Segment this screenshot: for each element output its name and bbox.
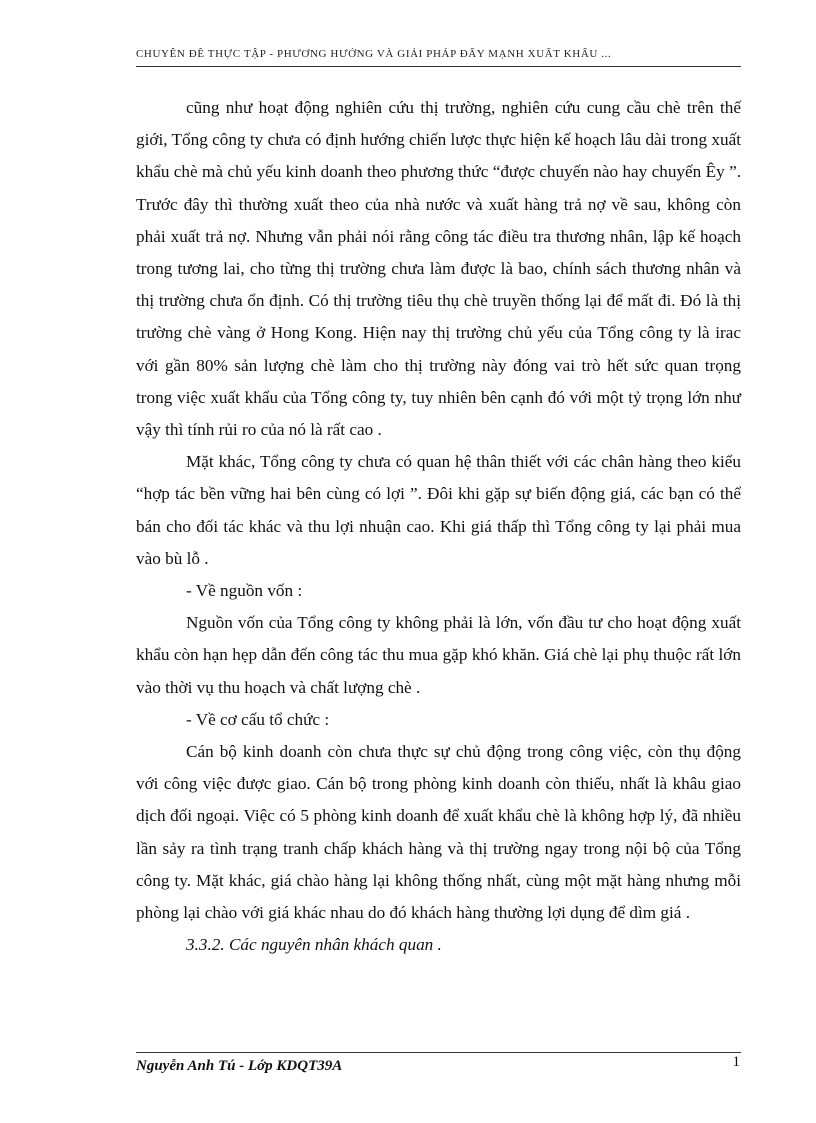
paragraph-organization: Cán bộ kinh doanh còn chưa thực sự chủ động trong công việc, còn thụ động với công việc được giao. Cán bộ trong phòng kinh doanh còn thiếu, nhất là khâu giao dịch đối ngoại. Việc có 5 phòng kinh doanh để xuất khẩu chè là không hợp lý, đã nhiều lần sảy ra tình trạng tranh chấp khách hàng và thị trường ngay trong nội bộ của Tổng công ty. Mặt khác, giá chào hàng lại không thống nhất, cùng một mặt hàng nhưng mỗi phòng lại chào với giá khác nhau do đó khách hàng thường lợi dụng để dìm giá . (136, 742, 741, 923)
paragraph-capital: Nguồn vốn của Tổng công ty không phải là lớn, vốn đầu tư cho hoạt động xuất khẩu còn hạn hẹp dẫn đến công tác thu mua gặp khó khăn. Giá chè lại phụ thuộc rất lớn vào thời vụ thu hoạch và chất lượng chè . (136, 613, 741, 697)
footer-author: Nguyễn Anh Tú - Lớp KDQT39A (136, 1058, 343, 1074)
header-divider (136, 66, 741, 67)
running-header: CHUYÊN ĐỀ THỰC TẬP - PHƯƠNG HƯỚNG VÀ GIẢI PHÁP ĐẨY MẠNH XUẤT KHẨU ... (136, 48, 612, 60)
subheading-capital: - Về nguồn vốn : (186, 581, 303, 601)
document-body (136, 92, 741, 961)
section-heading-objective-causes: 3.3.2. Các nguyên nhân khách quan . (186, 935, 442, 955)
subheading-organization: - Về cơ cấu tổ chức : (186, 709, 330, 729)
footer-divider (136, 1052, 741, 1053)
paragraph-market-research: cũng như hoạt động nghiên cứu thị trường, nghiên cứu cung cầu chè trên thế giới, Tổng công ty chưa có định hướng chiến lược thực hiện kế hoạch lâu dài trong xuất khẩu chè mà chủ yếu kinh doanh theo phương thức “được chuyến nào hay chuyến Êy ”. Trước đây thì thường xuất theo của nhà nước và xuất hàng trả nợ về sau, không còn phải xuất trả nợ. Nhưng vẫn phải nói rằng công tác điều tra thương nhân, lập kế hoạch trong tương lai, cho từng thị trường chưa làm được là bao, chính sách thương nhân và thị trường chưa ổn định. Có thị trường tiêu thụ chè truyền thống lại để mất đi. Đó là thị trường chè vàng ở Hong Kong. Hiện nay thị trường chủ yếu của Tổng công ty là irac với gần 80% sản lượng chè làm cho thị trường này đóng vai trò hết sức quan trọng trong việc xuất khẩu của Tổng công ty, tuy nhiên bên cạnh đó với một tỷ trọng lớn như vậy thì tính rủi ro của nó là rất cao . (136, 98, 741, 440)
paragraph-partner-relations: Mặt khác, Tổng công ty chưa có quan hệ thân thiết với các chân hàng theo kiểu “hợp tác bền vững hai bên cùng có lợi ”. Đôi khi gặp sự biến động giá, các bạn có thể bán cho đối tác khác và thu lợi nhuận cao. Khi giá thấp thì Tổng công ty lại phải mua vào bù lỗ . (136, 452, 741, 568)
page-number: 1 (732, 1054, 740, 1070)
